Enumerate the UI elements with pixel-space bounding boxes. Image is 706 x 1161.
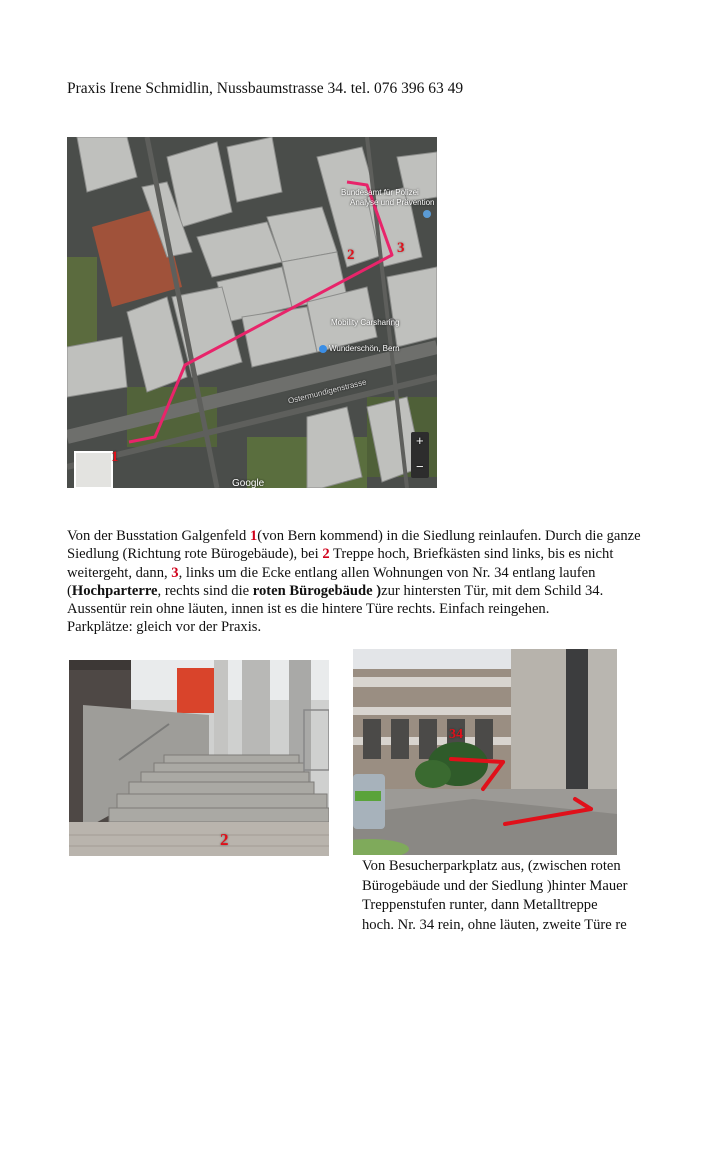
step-number: 1 [249, 528, 258, 544]
step-number: 2 [322, 546, 330, 563]
map-label-mobility: Mobility Carsharing [331, 318, 400, 327]
directions-line-5: Aussentür rein ohne läuten, innen ist es die hintere Türe rechts. Einfach reingehen. [67, 601, 550, 618]
directions-line-4: (Hochparterre, rechts sind die roten Bürogebäude )zur hintersten Tür, mit dem Schild 34. [67, 582, 604, 599]
poi-pin-icon [423, 210, 431, 218]
photo-marker-2: 2 [220, 830, 229, 849]
directions-line-2: Siedlung (Richtung rote Bürogebäude), bei 2 Treppe hoch, Briefkästen sind links, bis es nicht [67, 546, 614, 563]
map-layer-thumbnail[interactable] [75, 452, 112, 488]
caption-line-2: Bürogebäude und der Siedlung )hinter Mauer [362, 877, 628, 894]
photo-caption [362, 857, 627, 935]
zoom-in-icon[interactable]: + [416, 433, 424, 448]
stairs-photo-graphic [69, 660, 329, 856]
directions-line-3: weitergeht, dann, 3, links um die Ecke entlang allen Wohnungen von Nr. 34 entlang laufen [67, 564, 596, 581]
building-entrance-photo [353, 649, 617, 855]
map-green-area [67, 257, 97, 347]
map-google-logo: Google [232, 478, 265, 488]
poi-pin-icon [319, 345, 327, 353]
zoom-out-icon[interactable]: − [416, 459, 424, 474]
directions-text [67, 527, 647, 637]
step-number: 3 [171, 564, 179, 581]
map-label-wunderschon: Wunderschön, Bern [329, 344, 400, 353]
directions-line-1: Von der Busstation Galgenfeld 1(von Bern kommend) in die Siedlung reinlaufen. Durch die ganze [67, 528, 641, 544]
directions-line-6: Parkplätze: gleich vor der Praxis. [67, 619, 262, 636]
caption-line-1: Von Besucherparkplatz aus, (zwischen roten [362, 858, 621, 874]
map-marker-3: 3 [397, 240, 405, 256]
page-title: Praxis Irene Schmidlin, Nussbaumstrasse 34. tel. 076 396 63 49 [67, 80, 464, 97]
map-label-street: Ostermundigenstrasse [287, 377, 368, 406]
stairs-photo [69, 660, 329, 856]
satellite-map [67, 137, 437, 488]
map-label-bundesamt: Bundesamt für Polizei [341, 188, 419, 197]
caption-line-4: hoch. Nr. 34 rein, ohne läuten, zweite Türe re [362, 916, 627, 933]
caption-line-3: Treppenstufen runter, dann Metalltreppe [362, 897, 598, 913]
building-photo-graphic [353, 649, 617, 855]
map-marker-2: 2 [347, 247, 355, 263]
map-marker-1: 1 [111, 449, 119, 465]
photo-marker-34: 34 [449, 727, 463, 742]
map-label-analyse: Analyse und Prävention [350, 198, 435, 207]
